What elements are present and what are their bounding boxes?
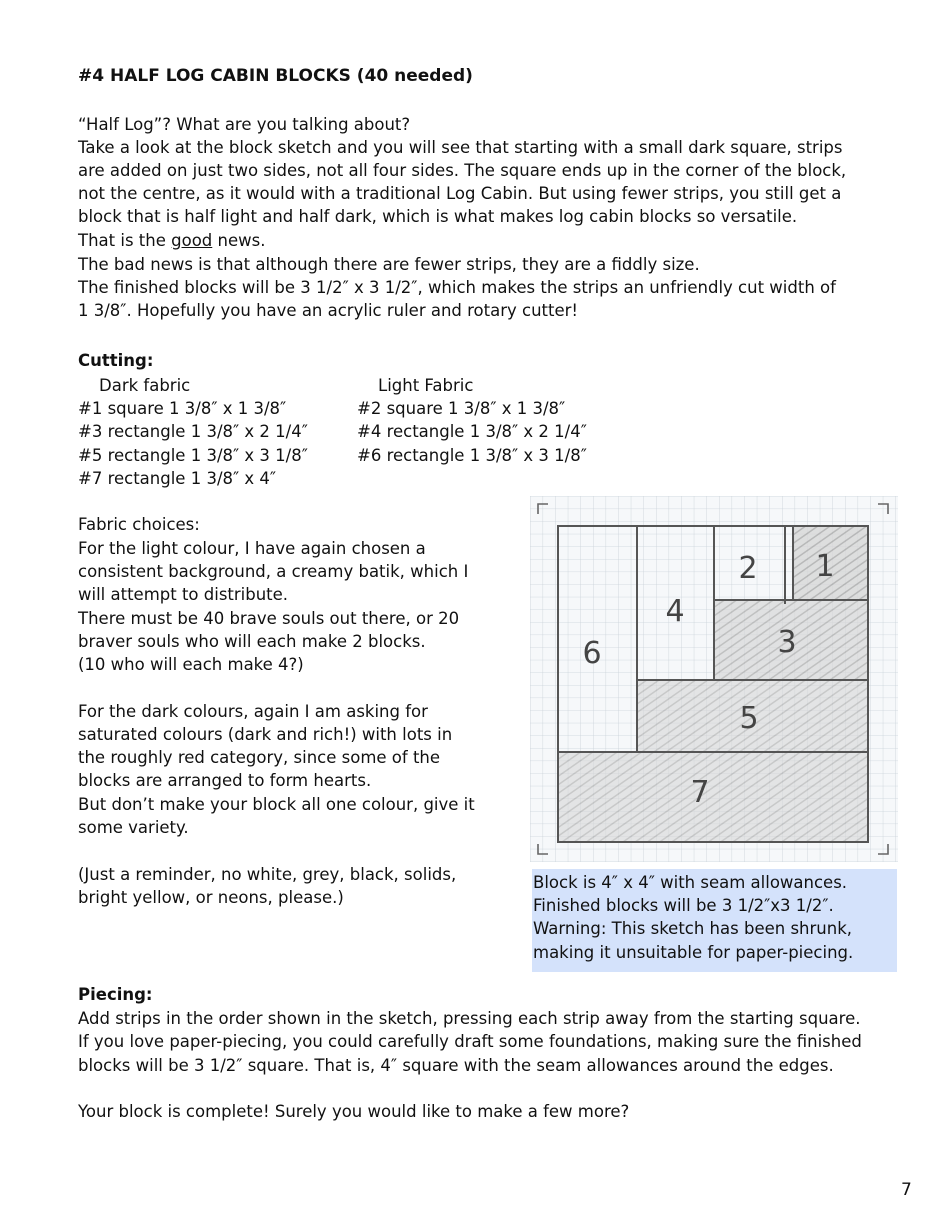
closing-line: Your block is complete! Surely you would like to make a few more? <box>78 1102 630 1121</box>
intro-line: block that is half light and half dark, which is what makes log cabin blocks so versatile. <box>78 207 798 226</box>
fabric-dark-line: blocks are arranged to form hearts. <box>78 771 372 790</box>
light-cut-item: #4 rectangle 1 3/8″ x 2 1/4″ <box>357 422 587 441</box>
intro-question: “Half Log”? What are you talking about? <box>78 115 411 134</box>
finished-line: The finished blocks will be 3 1/2″ x 3 1/2″, which makes the strips an unfriendly cut width of <box>78 278 836 297</box>
fabric-light-line: There must be 40 brave souls out there, or 20 <box>78 609 460 628</box>
piece-label: 5 <box>739 701 759 736</box>
fabric-dark-line: For the dark colours, again I am asking for <box>78 702 428 721</box>
dark-cut-item: #3 rectangle 1 3/8″ x 2 1/4″ <box>78 422 308 441</box>
caption-line: making it unsuitable for paper-piecing. <box>533 942 854 962</box>
piece-label: 2 <box>738 551 758 586</box>
piecing-heading: Piecing: <box>78 985 153 1004</box>
sketch-caption <box>532 869 897 972</box>
piece-7-shade <box>558 752 868 842</box>
caption-line: Finished blocks will be 3 1/2″x3 1/2″. <box>533 896 834 916</box>
fabric-light-line: (10 who will each make 4?) <box>78 655 304 674</box>
bad-news-line: The bad news is that although there are fewer strips, they are a fiddly size. <box>78 255 700 274</box>
piecing-line: If you love paper-piecing, you could carefully draft some foundations, making sure the finished <box>78 1032 862 1051</box>
fabric-dark-line: saturated colours (dark and rich!) with lots in <box>78 725 453 744</box>
fabric-light-line: For the light colour, I have again chosen a <box>78 539 426 558</box>
light-cut-item: #2 square 1 3/8″ x 1 3/8″ <box>357 399 566 418</box>
fabric-light-line: braver souls who will each make 2 blocks. <box>78 632 426 651</box>
dark-cut-item: #7 rectangle 1 3/8″ x 4″ <box>78 469 277 488</box>
piece-label: 4 <box>665 594 685 629</box>
page-title: #4 HALF LOG CABIN BLOCKS (40 needed) <box>78 66 473 86</box>
caption-line: Warning: This sketch has been shrunk, <box>533 919 853 939</box>
intro-line: are added on just two sides, not all four sides. The square ends up in the corner of the block, <box>78 161 847 180</box>
fabric-dark-line: the roughly red category, since some of the <box>78 748 441 767</box>
fabric-light-line: consistent background, a creamy batik, which I <box>78 562 469 581</box>
reminder-line: (Just a reminder, no white, grey, black, solids, <box>78 865 457 884</box>
good-news-line <box>78 229 265 252</box>
fabric-light-line: will attempt to distribute. <box>78 585 289 604</box>
block-sketch <box>530 496 898 862</box>
reminder-line: bright yellow, or neons, please.) <box>78 888 344 907</box>
finished-line: 1 3/8″. Hopefully you have an acrylic ruler and rotary cutter! <box>78 301 579 320</box>
cutting-heading: Cutting: <box>78 351 154 370</box>
good-news-suffix: news. <box>212 231 266 250</box>
caption-line: Block is 4″ x 4″ with seam allowances. <box>533 873 848 892</box>
dark-cut-item: #1 square 1 3/8″ x 1 3/8″ <box>78 399 287 418</box>
intro-line: Take a look at the block sketch and you will see that starting with a small dark square, strips <box>78 138 843 157</box>
light-fabric-header: Light Fabric <box>378 376 474 395</box>
piece-label: 3 <box>777 625 797 660</box>
light-cut-item: #6 rectangle 1 3/8″ x 3 1/8″ <box>357 446 587 465</box>
piece-label: 6 <box>582 636 602 671</box>
piecing-line: Add strips in the order shown in the sketch, pressing each strip away from the starting square. <box>78 1009 861 1028</box>
dark-cut-item: #5 rectangle 1 3/8″ x 3 1/8″ <box>78 446 308 465</box>
piece-label: 7 <box>690 775 710 810</box>
good-news-prefix: That is the <box>78 231 172 250</box>
dark-fabric-header: Dark fabric <box>99 376 191 395</box>
good-word: good <box>171 231 213 250</box>
intro-line: not the centre, as it would with a traditional Log Cabin. But using fewer strips, you still get a <box>78 184 842 203</box>
fabric-choices-label: Fabric choices: <box>78 515 200 534</box>
page-number: 7 <box>901 1180 912 1200</box>
piecing-line: blocks will be 3 1/2″ square. That is, 4″ square with the seam allowances around the edges. <box>78 1056 834 1075</box>
fabric-dark-line: some variety. <box>78 818 189 837</box>
piece-label: 1 <box>815 549 835 584</box>
fabric-dark-line: But don’t make your block all one colour, give it <box>78 795 475 814</box>
